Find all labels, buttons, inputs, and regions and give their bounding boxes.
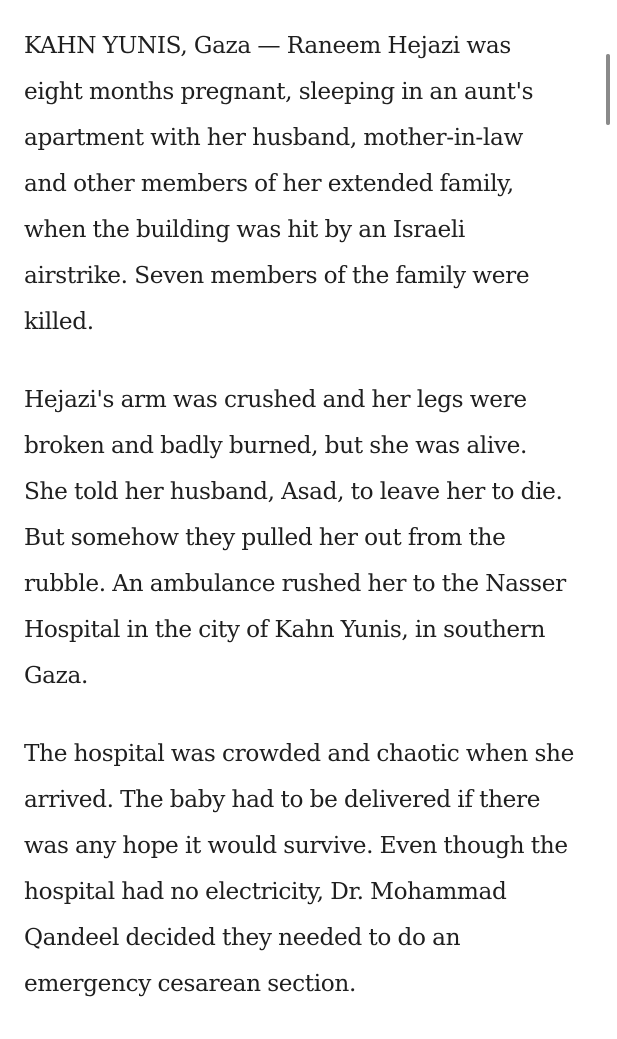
paragraph-line: Qandeel decided they needed to do an [24, 924, 461, 951]
paragraph-line: eight months pregnant, sleeping in an aunt's [24, 78, 534, 105]
paragraph-line: KAHN YUNIS, Gaza — Raneem Hejazi was [24, 32, 511, 59]
paragraph-2 [24, 377, 604, 699]
paragraph-line: apartment with her husband, mother-in-law [24, 124, 523, 151]
paragraph-3 [24, 731, 604, 1007]
paragraph-line: arrived. The baby had to be delivered if there [24, 786, 541, 813]
paragraph-line: was any hope it would survive. Even though the [24, 832, 568, 859]
paragraph-line: Hejazi's arm was crushed and her legs were [24, 386, 527, 413]
paragraph-line: hospital had no electricity, Dr. Mohammad [24, 878, 507, 905]
paragraph-line: killed. [24, 308, 94, 335]
paragraph-line: Gaza. [24, 662, 89, 689]
paragraph-line: airstrike. Seven members of the family were [24, 262, 530, 289]
scrollbar-thumb[interactable] [606, 54, 610, 125]
paragraph-line: rubble. An ambulance rushed her to the Nasser [24, 570, 566, 597]
article-body [24, 23, 604, 1039]
paragraph-line: and other members of her extended family, [24, 170, 514, 197]
paragraph-line: The hospital was crowded and chaotic when she [24, 740, 574, 767]
paragraph-line: emergency cesarean section. [24, 970, 356, 997]
paragraph-1 [24, 23, 604, 345]
paragraph-line: when the building was hit by an Israeli [24, 216, 465, 243]
paragraph-line: But somehow they pulled her out from the [24, 524, 506, 551]
paragraph-line: broken and badly burned, but she was alive. [24, 432, 528, 459]
paragraph-line: Hospital in the city of Kahn Yunis, in southern [24, 616, 546, 643]
paragraph-line: She told her husband, Asad, to leave her to die. [24, 478, 563, 505]
